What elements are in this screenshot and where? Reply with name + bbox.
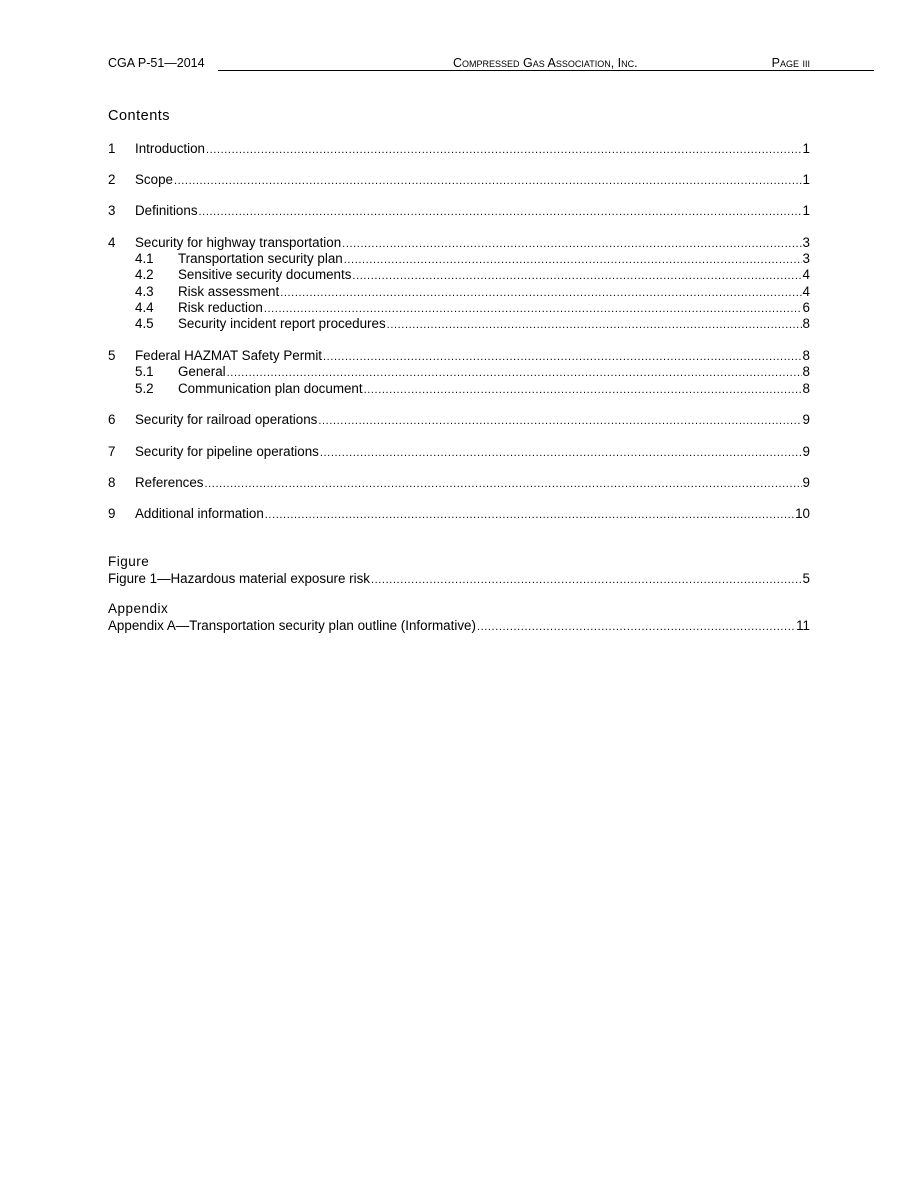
toc-entry-title: Communication plan document (178, 381, 363, 396)
toc-entry-title: Transportation security plan (178, 251, 343, 266)
toc-entry-2[interactable] (108, 172, 810, 188)
toc-entry-3[interactable] (108, 203, 810, 219)
toc-entry-number: 4.4 (135, 300, 154, 315)
toc-leader-dots (342, 236, 801, 252)
toc-entry-title: Risk assessment (178, 284, 280, 299)
toc-leader-dots (344, 252, 802, 268)
toc-entry-title: Federal HAZMAT Safety Permit (135, 348, 323, 363)
toc-entry-5[interactable] (108, 348, 810, 364)
toc-leader-dots (174, 173, 802, 189)
toc-entry-page: 1 (802, 141, 810, 156)
toc-leader-dots (204, 476, 801, 492)
toc-entry-5-1[interactable] (108, 364, 810, 380)
toc-entry-page: 3 (802, 251, 810, 266)
toc-appendix-a[interactable] (108, 618, 810, 634)
toc-figure-1[interactable] (108, 571, 810, 587)
header-doc-id: CGA P-51—2014 (108, 56, 205, 70)
toc-entry-page: 11 (796, 618, 810, 633)
toc-leader-dots (206, 142, 802, 158)
toc-entry-page: 8 (802, 316, 810, 331)
toc-entry-number: 4 (108, 235, 116, 250)
toc-entry-5-2[interactable] (108, 381, 810, 397)
toc-entry-page: 3 (802, 235, 810, 250)
toc-entry-number: 6 (108, 412, 116, 427)
toc-entry-page: 9 (802, 444, 810, 459)
toc-entry-title: Scope (135, 172, 173, 187)
toc-entry-title: Security for highway transportation (135, 235, 342, 250)
toc-entry-page: 1 (802, 203, 810, 218)
toc-entry-title: Appendix A—Transportation security plan outline (Informative) (108, 618, 476, 633)
toc-entry-number: 9 (108, 506, 116, 521)
toc-entry-4-5[interactable] (108, 316, 810, 332)
toc-entry-page: 9 (802, 475, 810, 490)
toc-entry-number: 4.5 (135, 316, 154, 331)
toc-leader-dots (320, 445, 802, 461)
toc-leader-dots (323, 349, 802, 365)
toc-entry-number: 4.3 (135, 284, 154, 299)
toc-entry-title: Additional information (135, 506, 264, 521)
toc-leader-dots (352, 268, 801, 284)
header-publisher: Compressed Gas Association, Inc. (453, 56, 638, 70)
toc-entry-number: 5.1 (135, 364, 154, 379)
toc-entry-title: Figure 1—Hazardous material exposure risk (108, 571, 370, 586)
toc-entry-number: 3 (108, 203, 116, 218)
toc-leader-dots (199, 204, 802, 220)
toc-entry-title: Risk reduction (178, 300, 263, 315)
toc-entry-number: 7 (108, 444, 116, 459)
toc-entry-title: References (135, 475, 204, 490)
toc-entry-number: 4.2 (135, 267, 154, 282)
toc-entry-title: Security for railroad operations (135, 412, 318, 427)
toc-entry-number: 1 (108, 141, 116, 156)
toc-entry-number: 4.1 (135, 251, 154, 266)
toc-leader-dots (265, 507, 794, 523)
toc-entry-8[interactable] (108, 475, 810, 491)
toc-leader-dots (371, 572, 802, 588)
toc-entry-title: Sensitive security documents (178, 267, 352, 282)
toc-entry-page: 9 (802, 412, 810, 427)
toc-leader-dots (477, 619, 795, 635)
toc-entry-page: 4 (802, 267, 810, 282)
toc-entry-1[interactable] (108, 141, 810, 157)
toc-entry-title: Definitions (135, 203, 198, 218)
toc-entry-4-4[interactable] (108, 300, 810, 316)
toc-entry-title: Security incident report procedures (178, 316, 386, 331)
figure-heading: Figure (108, 554, 150, 569)
toc-entry-6[interactable] (108, 412, 810, 428)
toc-leader-dots (264, 301, 802, 317)
toc-entry-4-1[interactable] (108, 251, 810, 267)
toc-entry-number: 2 (108, 172, 116, 187)
toc-leader-dots (280, 285, 801, 301)
toc-entry-title: General (178, 364, 226, 379)
toc-entry-number: 8 (108, 475, 116, 490)
toc-entry-page: 4 (802, 284, 810, 299)
toc-entry-page: 1 (802, 172, 810, 187)
toc-entry-page: 8 (802, 364, 810, 379)
toc-entry-page: 8 (802, 381, 810, 396)
header-page-number: Page iii (771, 56, 810, 70)
toc-leader-dots (227, 365, 802, 381)
toc-entry-number: 5 (108, 348, 116, 363)
toc-leader-dots (364, 382, 802, 398)
toc-entry-page: 6 (802, 300, 810, 315)
toc-entry-number: 5.2 (135, 381, 154, 396)
toc-entry-title: Security for pipeline operations (135, 444, 319, 459)
page-header (108, 56, 810, 72)
contents-heading: Contents (108, 108, 171, 124)
toc-leader-dots (318, 413, 801, 429)
toc-entry-page: 5 (802, 571, 810, 586)
toc-entry-7[interactable] (108, 444, 810, 460)
toc-entry-9[interactable] (108, 506, 810, 522)
appendix-heading: Appendix (108, 601, 169, 616)
toc-leader-dots (387, 317, 802, 333)
toc-entry-title: Introduction (135, 141, 205, 156)
toc-entry-4-2[interactable] (108, 267, 810, 283)
toc-entry-page: 10 (795, 506, 810, 521)
toc-entry-page: 8 (802, 348, 810, 363)
toc-entry-4[interactable] (108, 235, 810, 251)
toc-entry-4-3[interactable] (108, 284, 810, 300)
